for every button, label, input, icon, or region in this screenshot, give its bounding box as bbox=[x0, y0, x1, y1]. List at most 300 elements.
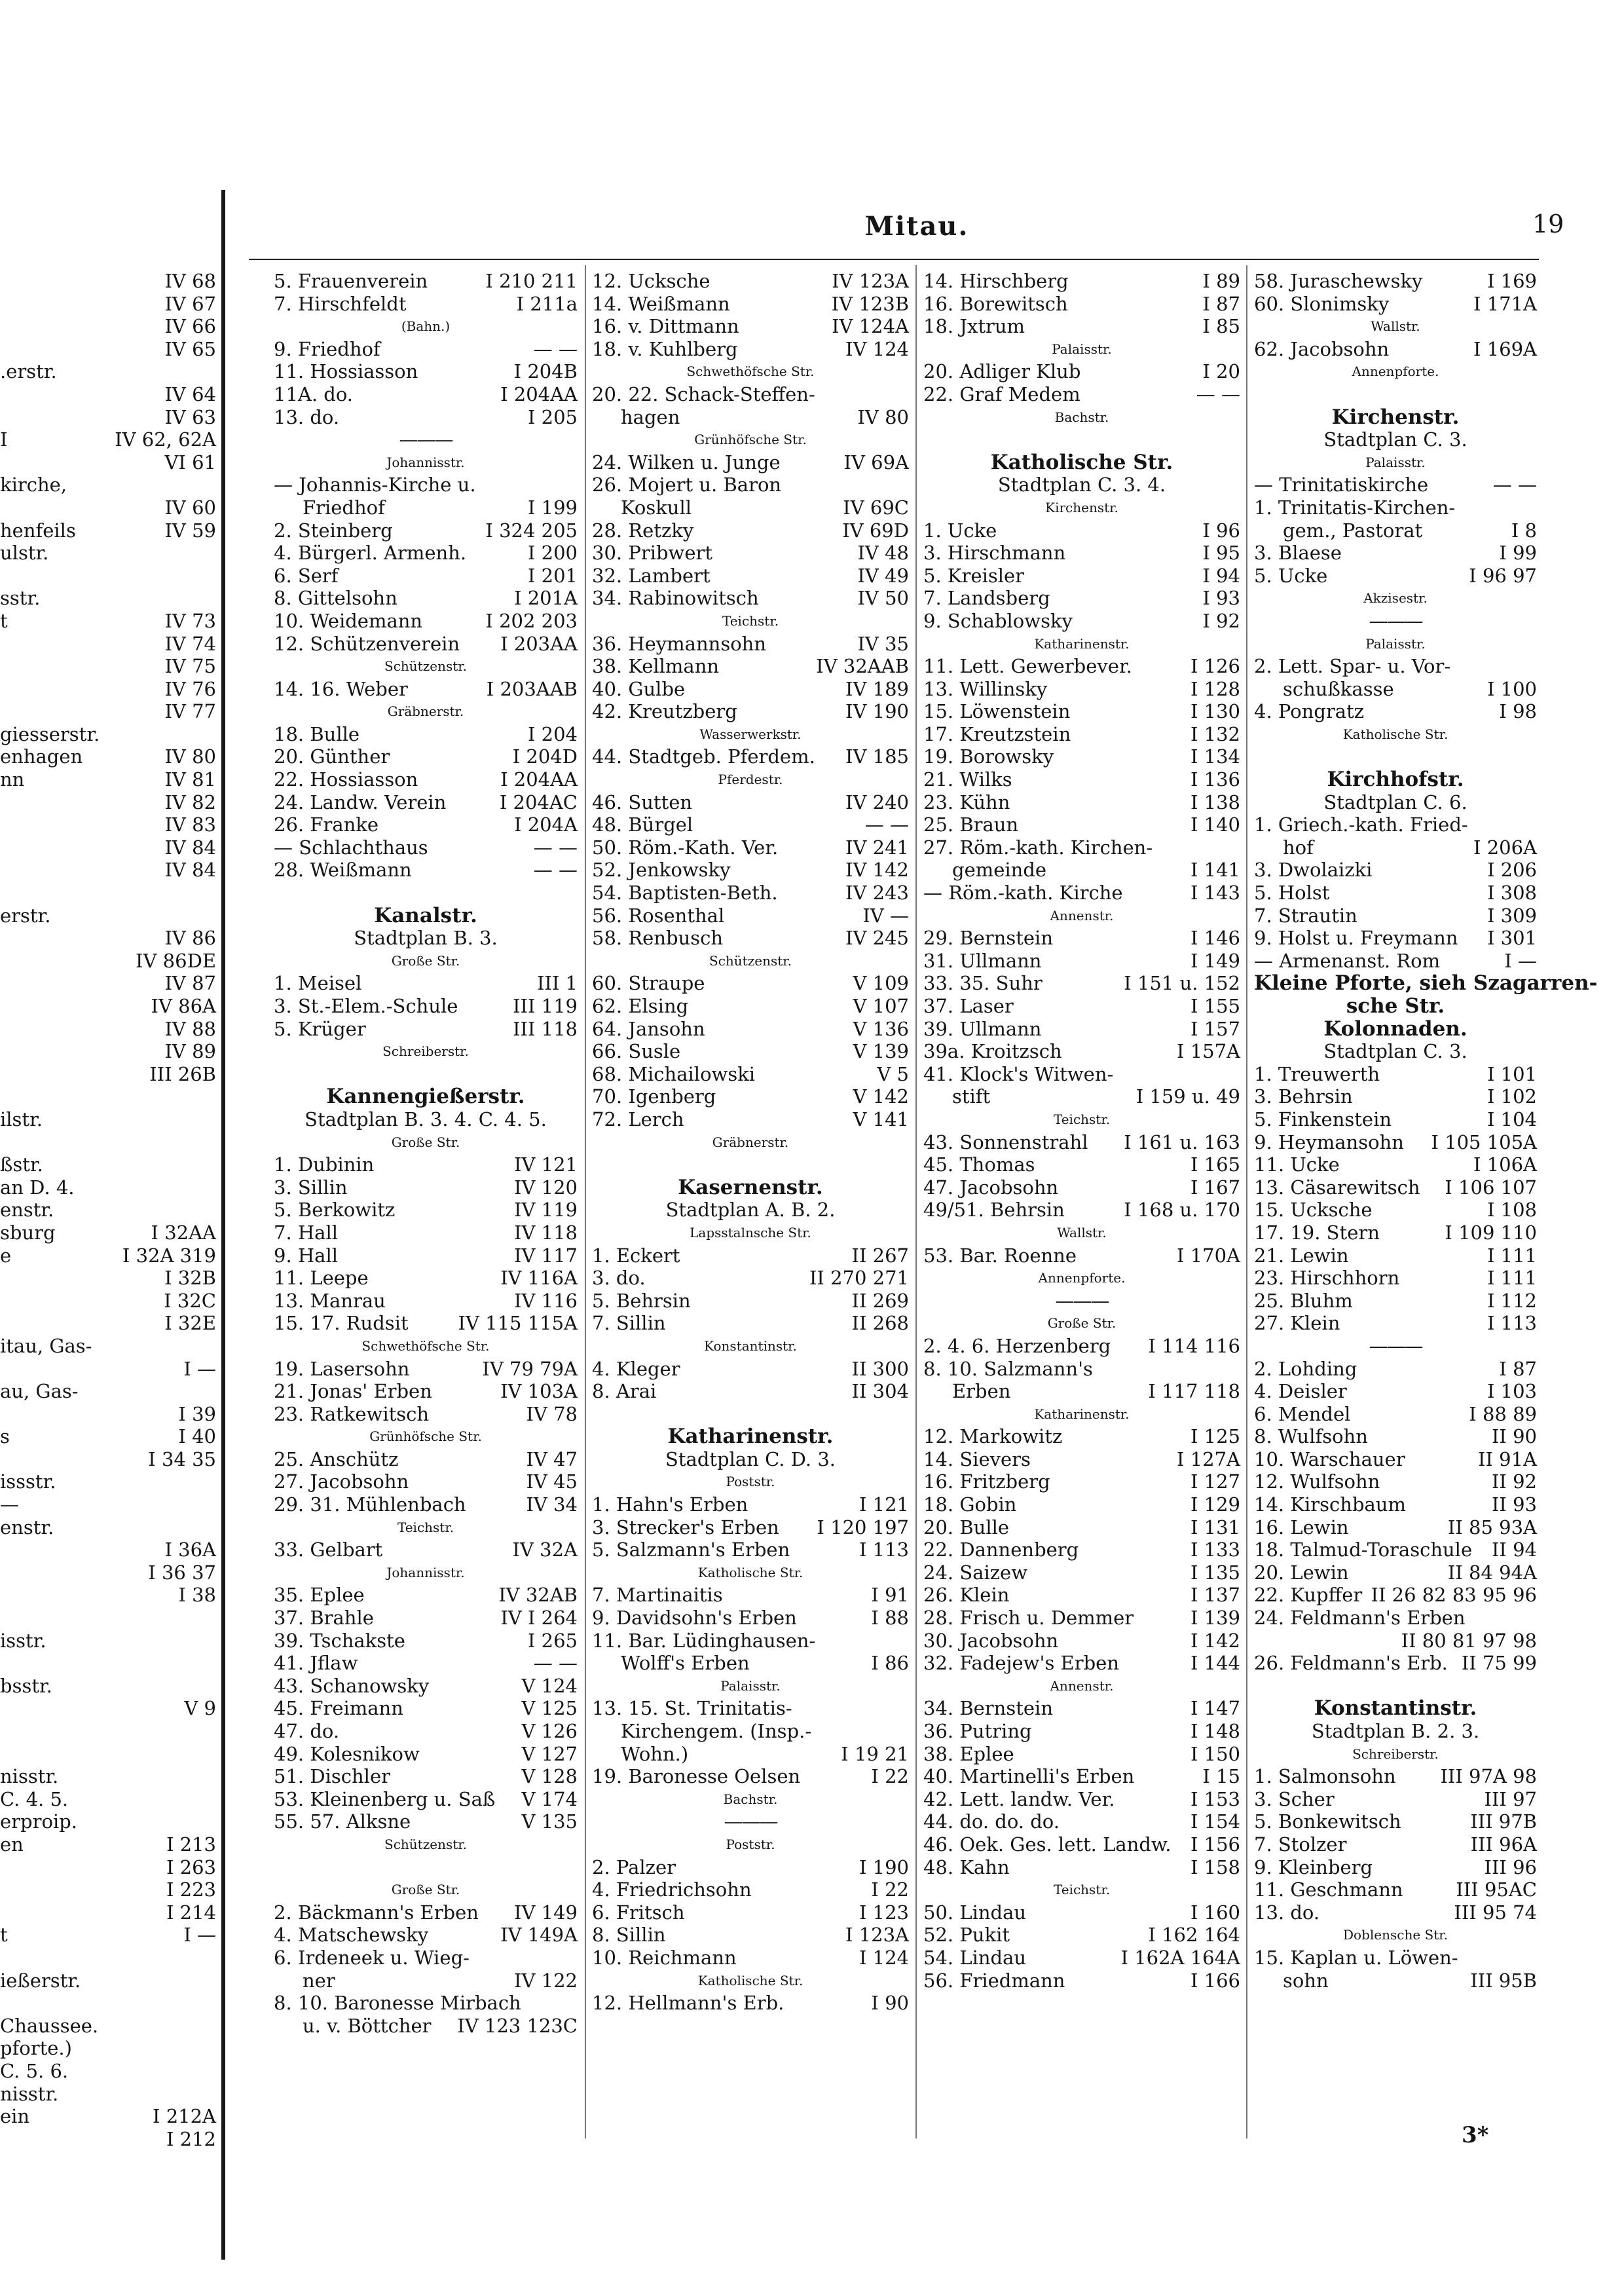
entry-row bbox=[592, 1085, 909, 1108]
entry-number bbox=[476, 474, 578, 496]
entry-number: I 96 bbox=[1202, 519, 1240, 542]
entry-name: 35. Eplee bbox=[274, 1584, 365, 1607]
entry-row bbox=[923, 1947, 1240, 1969]
entry-name: — Johannis-Kirche u. bbox=[274, 474, 476, 496]
entry-name: 2. Lohding bbox=[1254, 1357, 1357, 1380]
fragment-value: V 9 bbox=[184, 1697, 216, 1720]
fragment-name: .erstr. bbox=[0, 360, 57, 383]
entry-name: 5. Frauenverein bbox=[274, 270, 428, 292]
fragment-value: IV 84 bbox=[164, 836, 216, 859]
entry-row bbox=[274, 587, 578, 610]
entry-number: IV 185 bbox=[845, 745, 909, 768]
entry-name: 60. Slonimsky bbox=[1254, 292, 1390, 315]
entry-row bbox=[1254, 1222, 1537, 1244]
entry-row bbox=[274, 1788, 578, 1811]
entry-name: Kirchengem. (Insp.- bbox=[621, 1720, 812, 1742]
entry-number: I 301 bbox=[1486, 927, 1537, 950]
entry-name: 39a. Kroitzsch bbox=[923, 1040, 1062, 1063]
entry-number: I 106 107 bbox=[1445, 1176, 1537, 1199]
entry-row bbox=[1254, 519, 1537, 542]
cross-street: Grünhöfsche Str. bbox=[369, 1428, 482, 1445]
street-heading: Kannengießerstr. bbox=[326, 1085, 525, 1109]
entry-row bbox=[1254, 1267, 1537, 1290]
entry-number: II 26 82 83 95 96 bbox=[1371, 1584, 1537, 1607]
entry-number: I 135 bbox=[1190, 1561, 1240, 1584]
entry-number: I 123 bbox=[858, 1901, 909, 1924]
entry-name: 10. Warschauer bbox=[1254, 1447, 1405, 1470]
entry-number: I 142 bbox=[1190, 1629, 1240, 1652]
entry-number: I 103 bbox=[1486, 1380, 1537, 1403]
entry-row bbox=[592, 270, 909, 293]
entry-row bbox=[1254, 542, 1537, 565]
fragment-name: ulstr. bbox=[0, 542, 49, 565]
entry-name: 16. Borewitsch bbox=[923, 292, 1068, 315]
street-heading: Kasernenstr. bbox=[678, 1175, 823, 1199]
entry-name: 33. Gelbart bbox=[274, 1539, 383, 1561]
entry-number: III 95B bbox=[1470, 1969, 1537, 1992]
entry-row bbox=[592, 338, 909, 361]
fragment-row bbox=[0, 1856, 216, 1879]
fragment-row bbox=[0, 1697, 216, 1720]
entry-name: 44. do. do. do. bbox=[923, 1810, 1060, 1833]
entry-number: I 111 bbox=[1486, 1267, 1537, 1290]
column-1 bbox=[274, 270, 578, 2037]
entry-row bbox=[923, 587, 1240, 610]
entry-name: Wohn.) bbox=[621, 1742, 689, 1765]
spacer bbox=[274, 1856, 578, 1879]
fragment-row bbox=[0, 1878, 216, 1901]
entry-number: I 202 203 bbox=[485, 609, 578, 632]
cross-street: Wallstr. bbox=[1371, 318, 1420, 335]
cross-street: Johannisstr. bbox=[386, 454, 465, 470]
entry-number: I 168 u. 170 bbox=[1124, 1199, 1240, 1222]
entry-number: I 157A bbox=[1177, 1040, 1240, 1063]
section-divider: ——— bbox=[1055, 1289, 1109, 1312]
entry-number: IV 123B bbox=[831, 292, 909, 315]
entry-name: 40. Gulbe bbox=[592, 677, 686, 700]
entry-name: 11A. do. bbox=[274, 382, 354, 405]
entry-row bbox=[1254, 1358, 1537, 1381]
entry-row bbox=[592, 1358, 909, 1381]
fragment-value bbox=[46, 1630, 216, 1652]
entry-number bbox=[1458, 1947, 1537, 1969]
entry-number: I 130 bbox=[1190, 700, 1240, 723]
entry-number: I 204B bbox=[513, 360, 578, 383]
entry-number: IV 120 bbox=[514, 1176, 578, 1199]
entry-name: u. v. Böttcher bbox=[303, 2014, 432, 2037]
entry-row bbox=[1254, 1584, 1537, 1607]
entry-number: V 124 bbox=[521, 1674, 578, 1697]
entry-number: IV 124A bbox=[832, 315, 909, 338]
fragment-value: I — bbox=[183, 1357, 216, 1380]
section-divider: ——— bbox=[724, 1810, 777, 1833]
entry-number: II 94 bbox=[1491, 1539, 1537, 1561]
entry-row bbox=[592, 1720, 909, 1743]
entry-number: I 199 bbox=[527, 496, 578, 519]
entry-number: I 120 197 bbox=[817, 1516, 909, 1539]
entry-row bbox=[1254, 1108, 1537, 1131]
fragment-row bbox=[0, 1380, 216, 1403]
entry-name: 49. Kolesnikow bbox=[274, 1742, 420, 1765]
entry-name: 4. Friedrichsohn bbox=[592, 1878, 752, 1901]
entry-row bbox=[274, 1607, 578, 1630]
entry-name: 3. Blaese bbox=[1254, 542, 1342, 565]
entry-name: 1. Treuwerth bbox=[1254, 1062, 1380, 1085]
entry-name: 5. Kreisler bbox=[923, 564, 1025, 587]
fragment-row bbox=[0, 655, 216, 678]
entry-name: 20. Adliger Klub bbox=[923, 360, 1081, 383]
entry-number: I 104 bbox=[1486, 1108, 1537, 1130]
entry-row bbox=[274, 972, 578, 995]
entry-number: IV 189 bbox=[845, 677, 909, 700]
entry-row bbox=[592, 1947, 909, 1969]
entry-number: — — bbox=[533, 1652, 578, 1675]
entry-row bbox=[274, 519, 578, 542]
entry-number: III 97A 98 bbox=[1440, 1765, 1537, 1788]
entry-number bbox=[470, 1947, 578, 1969]
fragment-row bbox=[0, 2128, 216, 2151]
entry-number: I 134 bbox=[1190, 745, 1240, 768]
entry-number: I 112 bbox=[1486, 1289, 1537, 1312]
entry-number: III 97B bbox=[1470, 1810, 1537, 1833]
entry-row bbox=[274, 565, 578, 588]
entry-name: 5. Holst bbox=[1254, 882, 1330, 905]
entry-row bbox=[274, 1199, 578, 1222]
entry-row bbox=[274, 1267, 578, 1290]
fragment-value: IV 62, 62A bbox=[115, 428, 216, 451]
entry-name: 11. Leepe bbox=[274, 1267, 369, 1290]
entry-row bbox=[592, 293, 909, 316]
entry-name: 18. Talmud-Toraschule bbox=[1254, 1539, 1473, 1561]
entry-number: I 15 bbox=[1202, 1765, 1240, 1788]
cross-street: Schreiberstr. bbox=[382, 1043, 469, 1060]
entry-name: 17. 19. Stern bbox=[1254, 1221, 1380, 1244]
entry-number: I 159 u. 49 bbox=[1135, 1085, 1240, 1108]
street-heading: sche Str. bbox=[1346, 994, 1445, 1018]
entry-row bbox=[274, 1947, 578, 1969]
entry-number: III 97 bbox=[1484, 1787, 1537, 1810]
fragment-value: I 40 bbox=[178, 1425, 216, 1448]
entry-number: — — bbox=[533, 836, 578, 859]
entry-row bbox=[592, 745, 909, 768]
entry-number: V 128 bbox=[521, 1765, 578, 1788]
entry-number: I 91 bbox=[871, 1584, 909, 1607]
entry-name: 21. Lewin bbox=[1254, 1244, 1349, 1267]
entry-name: 49/51. Behrsin bbox=[923, 1199, 1065, 1222]
entry-number: I 127 bbox=[1190, 1470, 1240, 1493]
entry-row bbox=[1254, 950, 1537, 973]
entry-row bbox=[592, 1607, 909, 1630]
cross-street: Große Str. bbox=[1047, 1315, 1116, 1332]
entry-number bbox=[815, 383, 909, 406]
entry-number: I 206A bbox=[1473, 836, 1537, 859]
fragment-name: nn bbox=[0, 768, 25, 791]
entry-number: I 93 bbox=[1202, 587, 1240, 610]
entry-name: 26. Klein bbox=[923, 1584, 1010, 1607]
entry-name: 50. Lindau bbox=[923, 1901, 1027, 1924]
entry-name: 13. Cäsarewitsch bbox=[1254, 1176, 1420, 1199]
entry-row bbox=[1254, 1380, 1537, 1403]
fragment-row bbox=[0, 1290, 216, 1313]
entry-name: 14. Weißmann bbox=[592, 292, 730, 315]
entry-number: I 324 205 bbox=[485, 519, 578, 542]
entry-number: I 204AA bbox=[500, 768, 578, 791]
entry-number: I 92 bbox=[1202, 609, 1240, 632]
entry-number: IV 142 bbox=[845, 859, 909, 882]
fragment-row bbox=[0, 610, 216, 633]
entry-number: V 127 bbox=[521, 1742, 578, 1765]
fragment-name: isstr. bbox=[0, 1629, 46, 1652]
entry-row bbox=[592, 1244, 909, 1267]
entry-name: 9. Davidsohn's Erben bbox=[592, 1607, 797, 1630]
fragment-value: IV 65 bbox=[164, 337, 216, 360]
entry-number: I 143 bbox=[1190, 882, 1240, 905]
entry-number: I 113 bbox=[1486, 1312, 1537, 1335]
entry-name: 16. Lewin bbox=[1254, 1516, 1349, 1539]
cross-street: Katharinenstr. bbox=[1034, 1406, 1130, 1422]
city-plan-ref: Stadtplan B. 2. 3. bbox=[1311, 1720, 1480, 1742]
fragment-row bbox=[0, 2037, 216, 2060]
entry-name: 36. Heymannsohn bbox=[592, 632, 767, 655]
fragment-name: ßstr. bbox=[0, 1153, 43, 1176]
entry-name: 11. Ucke bbox=[1254, 1153, 1340, 1176]
entry-name: 24. Saizew bbox=[923, 1561, 1028, 1584]
cross-street: Akzisestr. bbox=[1363, 590, 1428, 606]
fragment-row bbox=[0, 700, 216, 723]
entry-row bbox=[923, 1176, 1240, 1199]
entry-row bbox=[274, 2015, 578, 2038]
fragment-row bbox=[0, 383, 216, 406]
entry-row bbox=[923, 1539, 1240, 1561]
entry-row bbox=[592, 1516, 909, 1539]
street-heading: Katholische Str. bbox=[990, 450, 1173, 474]
entry-name: 14. Sievers bbox=[923, 1447, 1031, 1470]
fragment-row bbox=[0, 1403, 216, 1426]
entry-name: Erben bbox=[952, 1380, 1011, 1403]
fragment-row bbox=[0, 1244, 216, 1267]
street-heading: Katharinenstr. bbox=[667, 1425, 834, 1449]
fragment-name: henfeils bbox=[0, 519, 76, 542]
entry-name: 33. 35. Suhr bbox=[923, 972, 1043, 995]
fragment-row bbox=[0, 428, 216, 451]
entry-name: 18. v. Kuhlberg bbox=[592, 337, 738, 360]
entry-row bbox=[1254, 270, 1537, 293]
entry-number: I 101 bbox=[1486, 1062, 1537, 1085]
entry-row bbox=[923, 1470, 1240, 1493]
entry-row bbox=[592, 1697, 909, 1720]
fragment-row bbox=[0, 836, 216, 859]
spacer bbox=[923, 428, 1240, 451]
entry-row bbox=[592, 905, 909, 927]
entry-name: 3. Scher bbox=[1254, 1787, 1335, 1810]
entry-name: 4. Deisler bbox=[1254, 1380, 1347, 1403]
entry-name: 60. Straupe bbox=[592, 972, 705, 995]
entry-name: 7. Martinaitis bbox=[592, 1584, 723, 1607]
entry-name: 2. Steinberg bbox=[274, 519, 393, 542]
entry-name: 5. Krüger bbox=[274, 1017, 366, 1040]
entry-name: 3. Strecker's Erben bbox=[592, 1516, 779, 1539]
fragment-value bbox=[54, 1516, 216, 1539]
entry-number: I 20 bbox=[1202, 360, 1240, 383]
fragment-value: I 34 35 bbox=[148, 1447, 216, 1470]
entry-row bbox=[1254, 496, 1537, 519]
entry-row bbox=[923, 1856, 1240, 1879]
cross-street: Große Str. bbox=[391, 1134, 460, 1150]
entry-number: — — bbox=[533, 337, 578, 360]
entry-name: 41. Jflaw bbox=[274, 1652, 358, 1675]
entry-name: 28. Weißmann bbox=[274, 859, 412, 882]
entry-row bbox=[1254, 1244, 1537, 1267]
entry-name: 37. Brahle bbox=[274, 1607, 374, 1630]
entry-row bbox=[923, 1969, 1240, 1992]
column-3 bbox=[923, 270, 1240, 1992]
entry-row bbox=[923, 1380, 1240, 1403]
entry-name: 1. Hahn's Erben bbox=[592, 1493, 748, 1516]
entry-name: hof bbox=[1283, 836, 1314, 859]
entry-row bbox=[592, 927, 909, 950]
entry-row bbox=[592, 1924, 909, 1947]
fragment-row bbox=[0, 1584, 216, 1607]
entry-row bbox=[1254, 1199, 1537, 1222]
fragment-row bbox=[0, 1561, 216, 1584]
entry-row bbox=[1254, 905, 1537, 927]
fragment-row bbox=[0, 1199, 216, 1222]
fragment-row bbox=[0, 1131, 216, 1154]
entry-row bbox=[274, 745, 578, 768]
entry-name: 7. Sillin bbox=[592, 1312, 666, 1335]
entry-name: 38. Kellmann bbox=[592, 655, 720, 678]
entry-row bbox=[923, 655, 1240, 678]
entry-row bbox=[592, 315, 909, 338]
entry-name: 62. Elsing bbox=[592, 995, 689, 1017]
entry-number: I 201A bbox=[514, 587, 578, 610]
entry-name: 25. Bluhm bbox=[1254, 1289, 1353, 1312]
entry-number bbox=[521, 1992, 578, 2015]
entry-row bbox=[1254, 1901, 1537, 1924]
fragment-name: s bbox=[0, 1425, 10, 1448]
fragment-name: nisstr. bbox=[0, 1765, 59, 1788]
entry-row bbox=[923, 1335, 1240, 1358]
entry-name: 45. Thomas bbox=[923, 1153, 1035, 1176]
entry-number: II 92 bbox=[1491, 1470, 1537, 1493]
entry-name: 55. 57. Alksne bbox=[274, 1810, 411, 1833]
fragment-value bbox=[40, 587, 216, 610]
entry-row bbox=[1254, 927, 1537, 950]
cross-street: Palaisstr. bbox=[720, 1677, 781, 1694]
entry-row bbox=[592, 1108, 909, 1131]
fragment-name: bsstr. bbox=[0, 1674, 52, 1697]
entry-number: I 200 bbox=[527, 542, 578, 565]
fragment-row bbox=[0, 2105, 216, 2128]
entry-name: 2. Palzer bbox=[592, 1856, 676, 1878]
entry-row bbox=[274, 1153, 578, 1176]
entry-row bbox=[274, 1652, 578, 1675]
entry-row bbox=[1254, 1833, 1537, 1856]
entry-number: IV 35 bbox=[857, 632, 909, 655]
entry-number: V 107 bbox=[853, 995, 909, 1017]
entry-name: 7. Landsberg bbox=[923, 587, 1050, 610]
entry-name: 24. Wilken u. Junge bbox=[592, 451, 781, 474]
entry-number: I 206 bbox=[1486, 859, 1537, 882]
entry-number: I 85 bbox=[1202, 315, 1240, 338]
entry-number: I 106A bbox=[1473, 1153, 1537, 1176]
fragment-name: sstr. bbox=[0, 587, 41, 610]
entry-number: IV 49 bbox=[857, 564, 909, 587]
cross-street: Kirchenstr. bbox=[1045, 499, 1118, 515]
entry-name: 1. Salmonsohn bbox=[1254, 1765, 1396, 1788]
entry-row bbox=[592, 1584, 909, 1607]
cross-street: Annenstr. bbox=[1050, 907, 1114, 924]
entry-row bbox=[1254, 1403, 1537, 1426]
fragment-row bbox=[0, 1312, 216, 1335]
entry-number: I 137 bbox=[1190, 1584, 1240, 1607]
entry-name: gemeinde bbox=[952, 859, 1047, 882]
entry-name: 6. Mendel bbox=[1254, 1402, 1351, 1425]
entry-row bbox=[923, 360, 1240, 383]
fragment-row bbox=[0, 519, 216, 542]
entry-name: 11. Bar. Lüdinghausen- bbox=[592, 1629, 816, 1652]
entry-number: I 165 bbox=[1190, 1153, 1240, 1176]
fragment-value bbox=[19, 1493, 216, 1516]
fragment-row bbox=[0, 950, 216, 973]
entry-number: I 166 bbox=[1190, 1969, 1240, 1992]
entry-name: 11. Hossiasson bbox=[274, 360, 418, 383]
fragment-row bbox=[0, 859, 216, 882]
entry-row bbox=[274, 1697, 578, 1720]
fragment-row bbox=[0, 451, 216, 474]
entry-row bbox=[592, 1630, 909, 1652]
entry-name: 27. Klein bbox=[1254, 1312, 1340, 1335]
entry-name: 21. Jonas' Erben bbox=[274, 1380, 432, 1403]
city-plan-ref: Stadtplan C. 3. bbox=[1323, 428, 1467, 451]
fragment-value: I 212 bbox=[166, 2127, 216, 2150]
fragment-name: e bbox=[0, 1244, 12, 1267]
entry-number: I 151 u. 152 bbox=[1124, 972, 1240, 995]
entry-name: Friedhof bbox=[303, 496, 385, 519]
entry-row bbox=[1254, 1810, 1537, 1833]
entry-row bbox=[1254, 1788, 1537, 1811]
fragment-row bbox=[0, 1222, 216, 1244]
entry-row bbox=[923, 1607, 1240, 1630]
cross-street: Johannisstr. bbox=[386, 1564, 465, 1580]
entry-name: 50. Röm.-Kath. Ver. bbox=[592, 836, 779, 859]
entry-name: 3. Hirschmann bbox=[923, 542, 1066, 565]
entry-number: I 96 97 bbox=[1469, 564, 1537, 587]
entry-number: V 5 bbox=[877, 1062, 909, 1085]
entry-number: — — bbox=[1196, 382, 1240, 405]
entry-number: I 156 bbox=[1190, 1833, 1240, 1856]
entry-number: IV I 264 bbox=[500, 1607, 578, 1630]
section-divider: ——— bbox=[1369, 609, 1422, 632]
city-plan-ref: Stadtplan B. 3. bbox=[354, 927, 498, 950]
entry-number: I 211a bbox=[516, 292, 578, 315]
entry-number: II 304 bbox=[851, 1380, 909, 1403]
entry-name: 10. Weidemann bbox=[274, 609, 423, 632]
entry-name: 23. Hirschhorn bbox=[1254, 1267, 1400, 1290]
entry-number: I 204 bbox=[527, 722, 578, 745]
entry-row bbox=[592, 1267, 909, 1290]
entry-number: I 149 bbox=[1190, 949, 1240, 972]
entry-row bbox=[923, 1924, 1240, 1947]
entry-row bbox=[923, 1765, 1240, 1788]
fragment-value: IV 66 bbox=[164, 315, 216, 338]
entry-name: 53. Kleinenberg u. Saß bbox=[274, 1787, 496, 1810]
entry-row bbox=[274, 995, 578, 1018]
entry-name: 9. Friedhof bbox=[274, 337, 380, 360]
entry-number: III 95AC bbox=[1456, 1878, 1537, 1901]
entry-name: 46. Sutten bbox=[592, 791, 693, 813]
fragment-value bbox=[0, 1131, 216, 1154]
